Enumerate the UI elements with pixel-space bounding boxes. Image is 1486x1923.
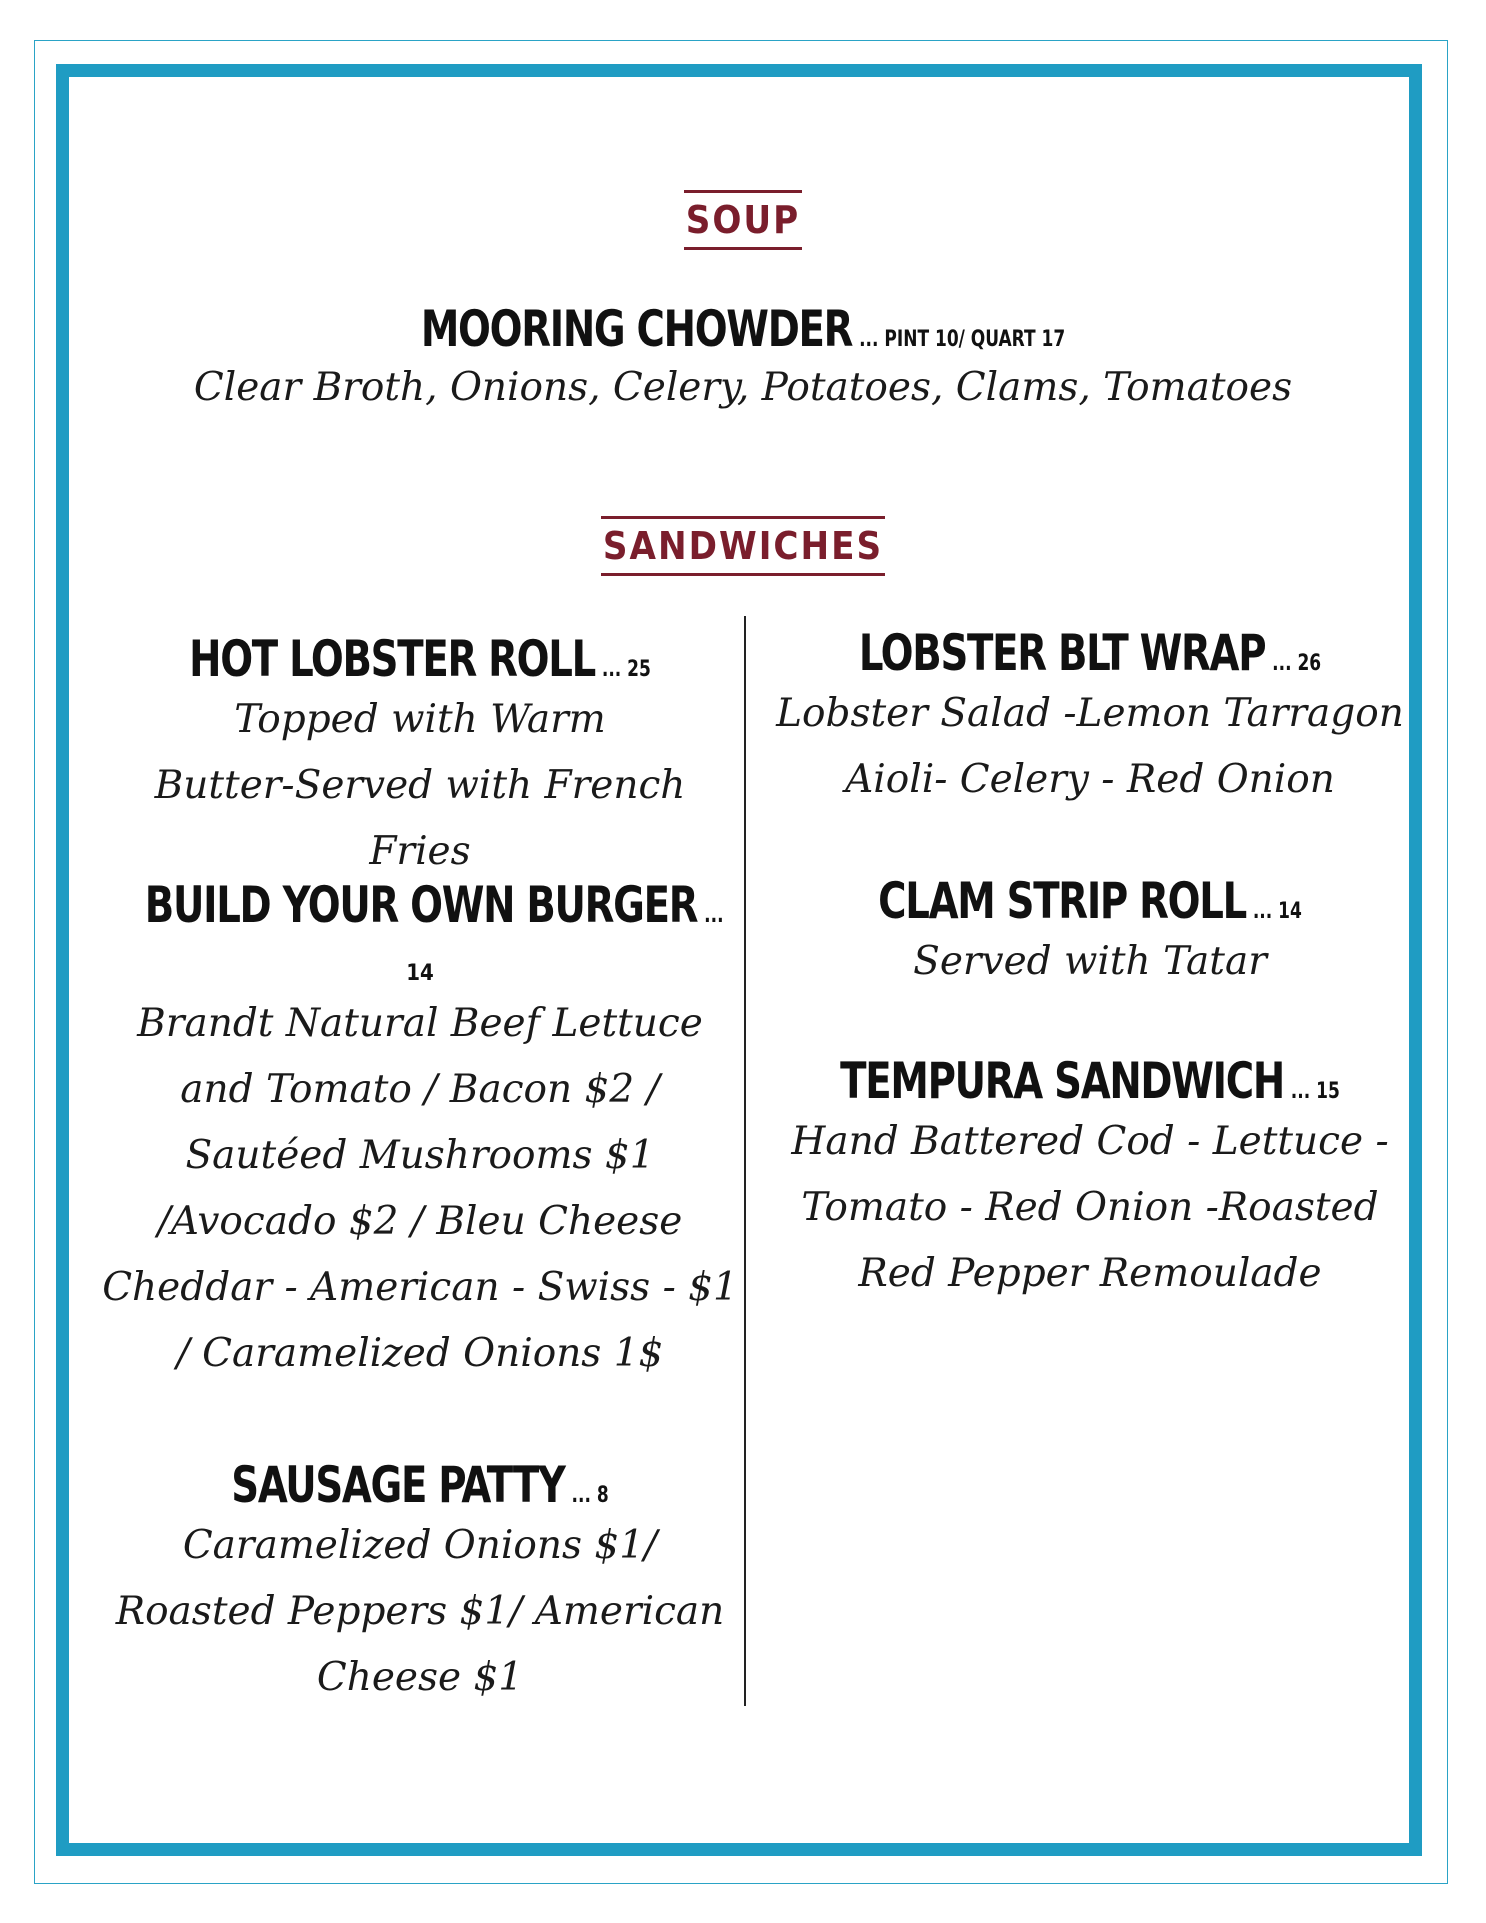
menu-item-mooring-chowder — [0, 302, 1486, 421]
menu-item-build-your-own-burger — [100, 878, 740, 1387]
item-price: ... 8 — [571, 1483, 609, 1508]
item-description-line: / Caramelized Onions 1$ — [176, 1331, 664, 1376]
item-description-line: and Tomato / Bacon $2 / — [180, 1067, 660, 1112]
item-description-line: Cheddar - American - Swiss - $1 — [102, 1265, 738, 1310]
item-title: MOORING CHOWDER ... PINT 10/ QUART 17 — [420, 300, 1066, 358]
item-title: HOT LOBSTER ROLL ... 25 — [189, 630, 651, 688]
item-price: ... 26 — [1272, 651, 1322, 676]
sandwiches-heading: SANDWICHES — [0, 516, 1486, 576]
item-title: LOBSTER BLT WRAP ... 26 — [858, 624, 1322, 682]
item-description-line: Brandt Natural Beef Lettuce — [137, 1001, 703, 1046]
item-description-line: Aioli- Celery - Red Onion — [845, 757, 1335, 802]
item-title: CLAM STRIP ROLL ... 14 — [878, 872, 1302, 930]
item-description-line: Hand Battered Cod - Lettuce - — [791, 1119, 1389, 1164]
item-price: ... PINT 10/ QUART 17 — [859, 327, 1066, 352]
menu-item-sausage-patty — [100, 1458, 740, 1711]
item-description-line: Caramelized Onions $1/ — [182, 1523, 658, 1568]
item-price: 14 — [406, 961, 434, 986]
item-description-line: Topped with Warm — [234, 697, 606, 742]
item-description-line: Butter-Served with French Fries — [154, 763, 686, 874]
item-description-line: /Avocado $2 / Bleu Cheese — [157, 1199, 683, 1244]
item-description-line: Cheese $1 — [316, 1655, 524, 1700]
menu-item-tempura-sandwich — [760, 1054, 1420, 1307]
item-title: BUILD YOUR OWN BURGER ... — [144, 876, 724, 934]
item-title: SAUSAGE PATTY ... 8 — [231, 1456, 609, 1514]
item-description: Clear Broth, Onions, Celery, Potatoes, Clams, Tomatoes — [193, 365, 1293, 410]
item-description-line: Tomato - Red Onion -Roasted — [801, 1185, 1379, 1230]
item-description-line: Red Pepper Remoulade — [858, 1251, 1322, 1296]
item-price: ... 25 — [601, 657, 651, 682]
item-description-line: Lobster Salad -Lemon Tarragon — [776, 691, 1404, 736]
soup-heading: SOUP — [0, 190, 1486, 250]
item-price: ... 14 — [1252, 899, 1302, 924]
menu-item-lobster-blt-wrap — [760, 626, 1420, 813]
item-title: TEMPURA SANDWICH ... 15 — [840, 1052, 1340, 1110]
item-description-line: Served with Tatar — [913, 939, 1267, 984]
menu-item-hot-lobster-roll — [100, 632, 740, 885]
item-description-line: Roasted Peppers $1/ American — [115, 1589, 725, 1634]
item-price-dots: ... — [704, 903, 724, 928]
column-divider — [744, 616, 746, 1706]
menu-item-clam-strip-roll — [760, 874, 1420, 995]
item-price: ... 15 — [1290, 1079, 1340, 1104]
item-description-line: Sautéed Mushrooms $1 — [185, 1133, 655, 1178]
